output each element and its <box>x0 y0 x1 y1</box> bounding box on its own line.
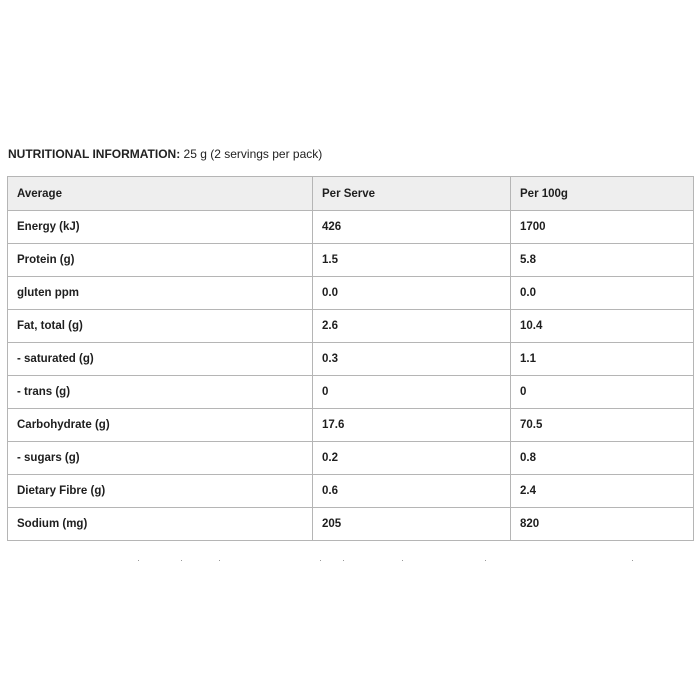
table-row <box>8 343 694 376</box>
per-serve-value: 0.6 <box>313 475 511 508</box>
per-100g-value: 10.4 <box>511 310 694 343</box>
nutrient-name: Fat, total (g) <box>8 310 313 343</box>
table-row <box>8 376 694 409</box>
nutrition-table <box>7 176 694 541</box>
table-row <box>8 244 694 277</box>
header-row <box>8 177 694 211</box>
nutrient-name: Energy (kJ) <box>8 211 313 244</box>
table-body <box>8 211 694 541</box>
per-100g-value: 5.8 <box>511 244 694 277</box>
per-serve-value: 0 <box>313 376 511 409</box>
serving-size-text: 25 g (2 servings per pack) <box>180 147 323 161</box>
column-header-per-serve: Per Serve <box>313 177 511 211</box>
table-row <box>8 211 694 244</box>
table-row <box>8 409 694 442</box>
per-serve-value: 1.5 <box>313 244 511 277</box>
per-100g-value: 0 <box>511 376 694 409</box>
column-header-per-100g: Per 100g <box>511 177 694 211</box>
table-row <box>8 475 694 508</box>
per-serve-value: 0.2 <box>313 442 511 475</box>
column-header-average: Average <box>8 177 313 211</box>
nutrition-heading-label: NUTRITIONAL INFORMATION: <box>8 147 181 161</box>
nutrient-name: Sodium (mg) <box>8 508 313 541</box>
per-100g-value: 1.1 <box>511 343 694 376</box>
per-100g-value: 1700 <box>511 211 694 244</box>
nutrient-name: Protein (g) <box>8 244 313 277</box>
table-row <box>8 442 694 475</box>
nutrient-name: Dietary Fibre (g) <box>8 475 313 508</box>
per-100g-value: 820 <box>511 508 694 541</box>
per-serve-value: 426 <box>313 211 511 244</box>
per-100g-value: 2.4 <box>511 475 694 508</box>
table-header <box>8 177 694 211</box>
per-100g-value: 70.5 <box>511 409 694 442</box>
per-100g-value: 0.8 <box>511 442 694 475</box>
per-100g-value: 0.0 <box>511 277 694 310</box>
nutrient-name: gluten ppm <box>8 277 313 310</box>
nutrient-name: - sugars (g) <box>8 442 313 475</box>
per-serve-value: 0.3 <box>313 343 511 376</box>
table-row <box>8 277 694 310</box>
per-serve-value: 205 <box>313 508 511 541</box>
table-row <box>8 508 694 541</box>
nutrient-name: - trans (g) <box>8 376 313 409</box>
per-serve-value: 2.6 <box>313 310 511 343</box>
nutrition-heading <box>8 146 322 162</box>
nutrient-name: Carbohydrate (g) <box>8 409 313 442</box>
table-row <box>8 310 694 343</box>
per-serve-value: 0.0 <box>313 277 511 310</box>
decorative-dots <box>7 560 693 564</box>
per-serve-value: 17.6 <box>313 409 511 442</box>
nutrient-name: - saturated (g) <box>8 343 313 376</box>
